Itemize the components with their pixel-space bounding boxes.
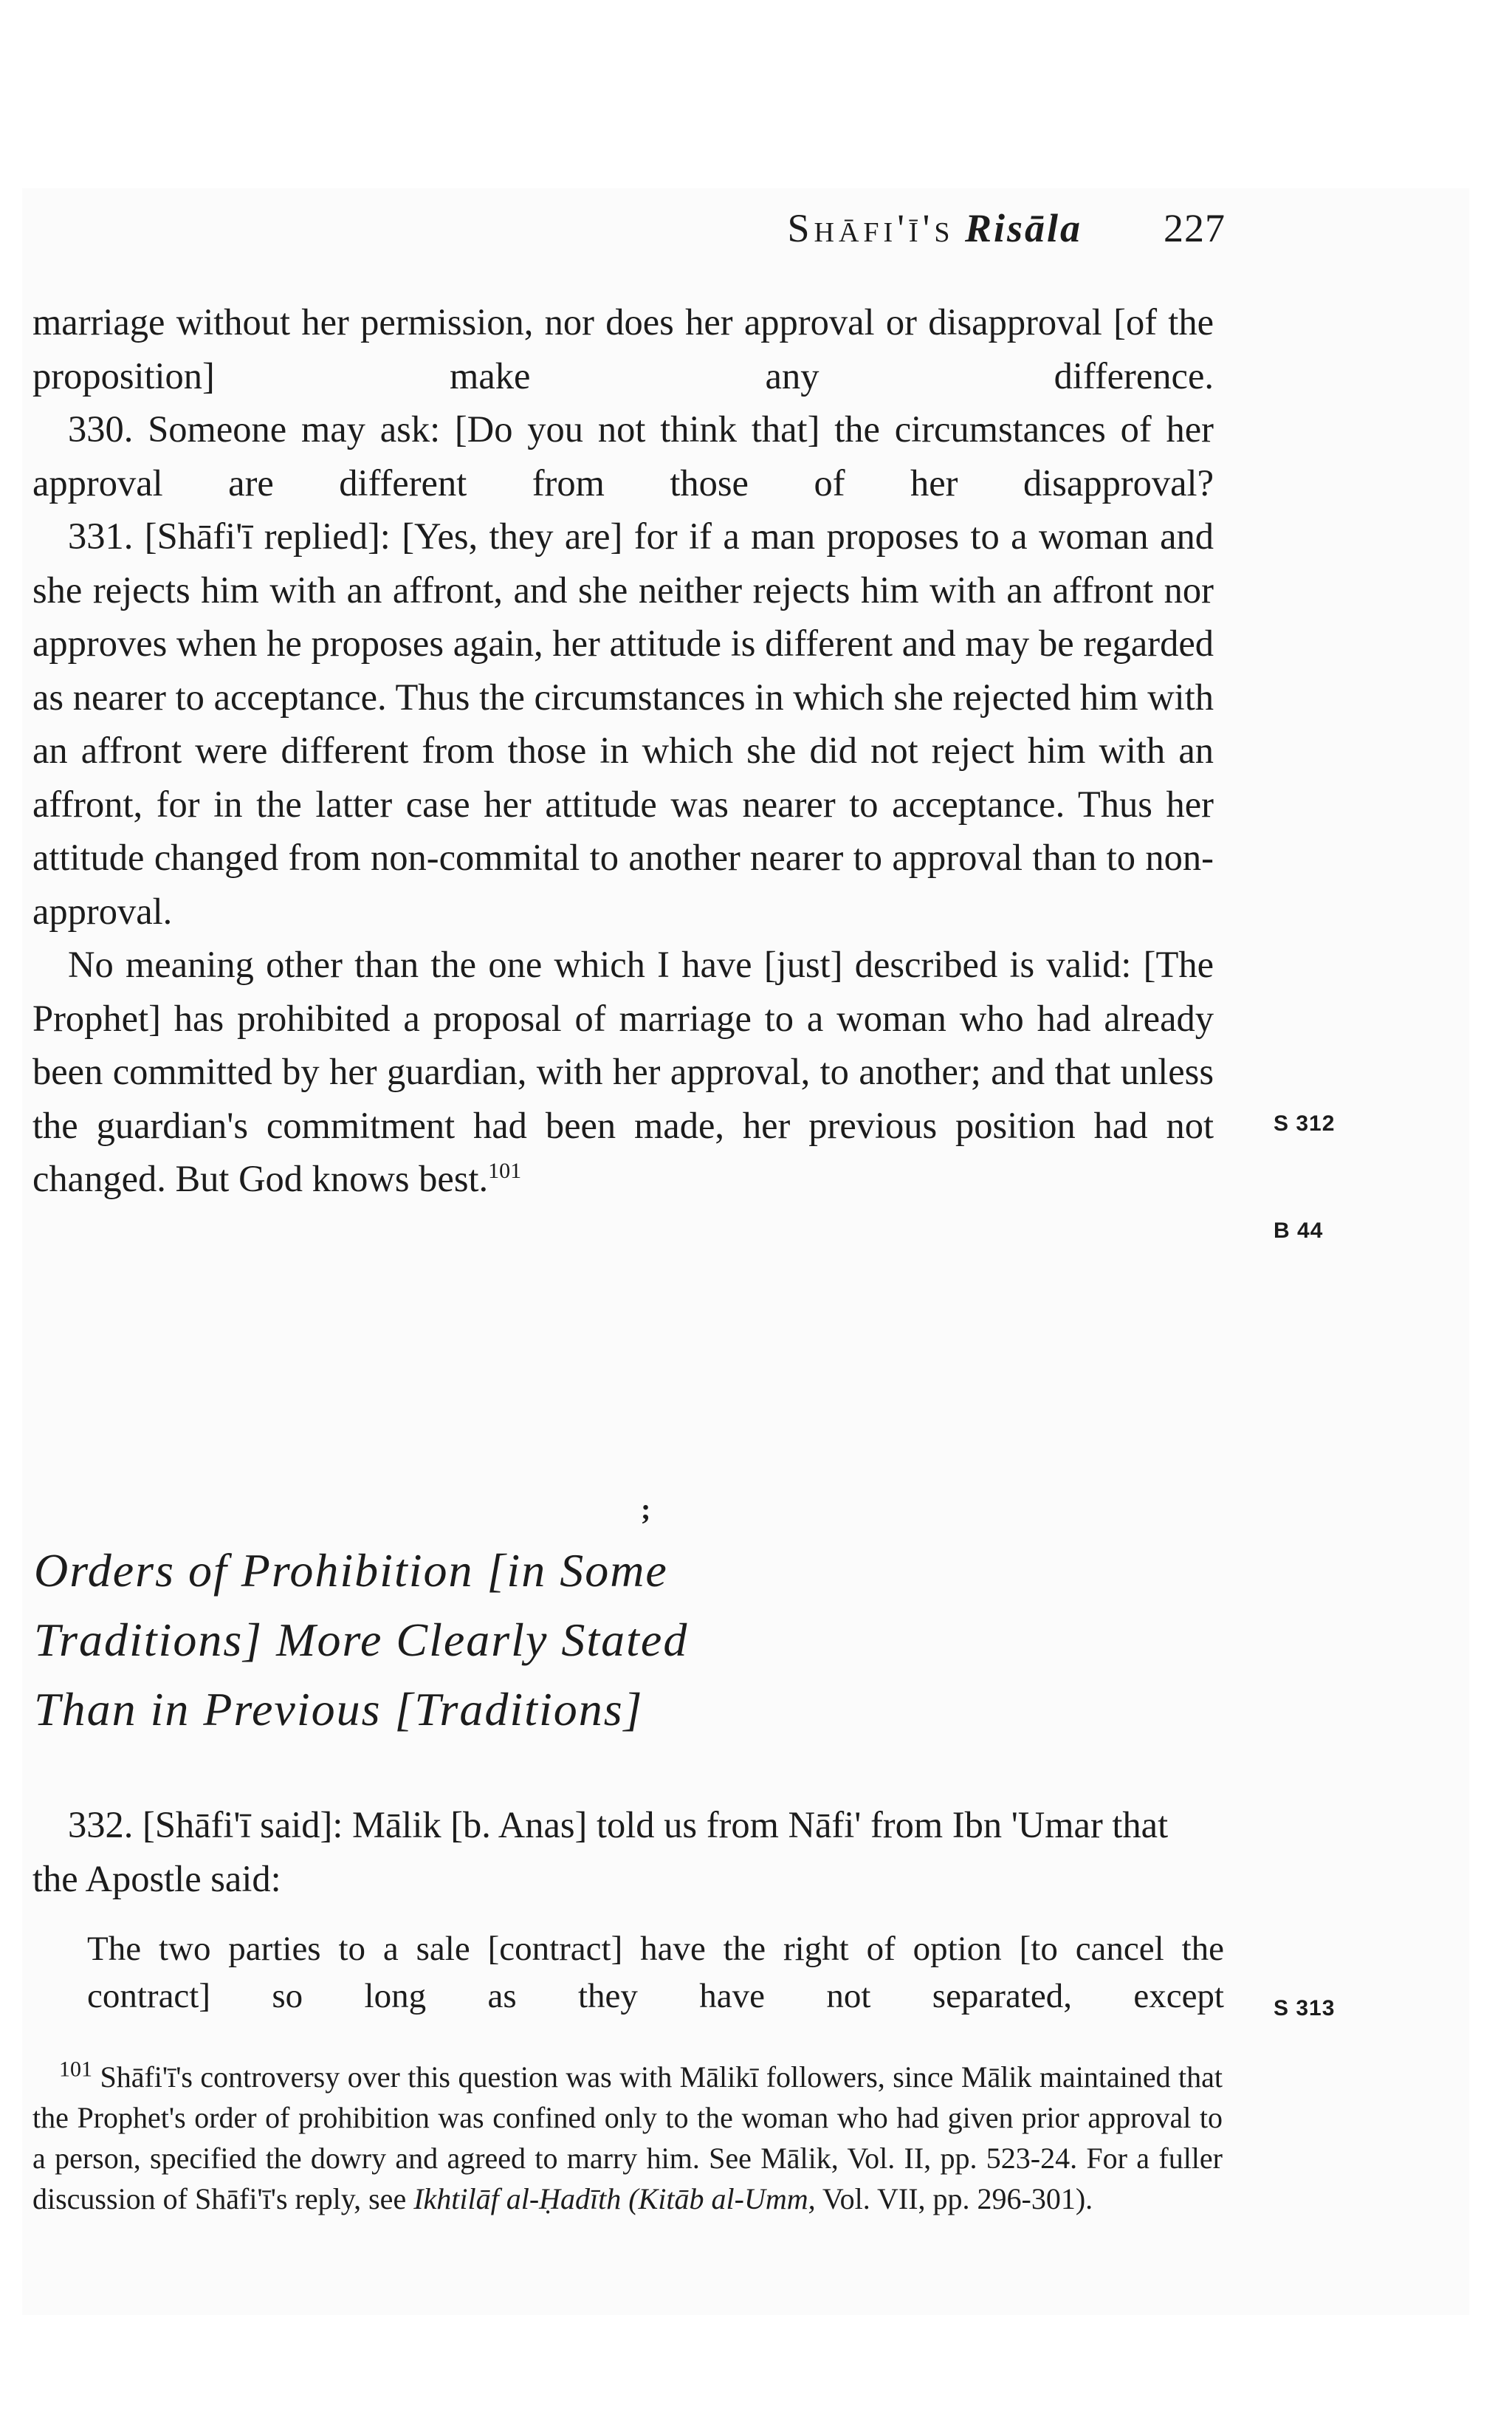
running-title-work: Risāla [964,206,1082,250]
section-mark: ; [641,1492,651,1526]
main-text [32,295,1214,1206]
paragraph-330: 330. Someone may ask: [Do you not think that] the circumstances of her approval are different from those of her disapproval? [32,408,1214,504]
paragraph-332: 332. [Shāfi'ī said]: Mālik [b. Anas] told us from Nāfi' from Ibn 'Umar that the Apostle said: [32,1804,1169,1899]
paragraph-331: 331. [Shāfi'ī replied]: [Yes, they are] for if a man proposes to a woman and she rejects him with an affront, and she neither rejects him with an affront nor approves when he proposes again, her attitude is different and may be regarded as nearer to acceptance. Thus the circumstances in which she rejected him with an affront were different from those in which she did not reject him with an affront, for in the latter case her attitude was nearer to acceptance. Thus her attitude changed from non-commital to another nearer to approval than to non-approval. [32,515,1214,932]
footnote-number: 101 [59,2057,92,2082]
margin-note-b44: B 44 [1274,1218,1324,1243]
paragraph-no-meaning-text: No meaning other than the one which I have [just] described is valid: [The Prophet] has prohibited a proposal of marriage to a woman who had already been committed by her guardian, with her approval, to another; and that unless the guardian's commitment had been made, her previous position had not changed. But God knows best. [32,944,1214,1199]
footnote-text: Shāfi'ī's controversy over this question was with Mālikī followers, since Mālik maintained that the Prophet's order of prohibition was confined only to the woman who had given prior approval to a person, specified the dowry and agreed to marry him. See Mālik, Vol. II, pp. 523-24. For a fuller discussion of Shāfi'ī's reply, see [32,2060,1223,2215]
paragraph-332-block [32,1798,1221,1905]
footnote-ref-title: Ikhtilāf al-Ḥadīth [413,2182,622,2215]
footnote-101 [32,2057,1223,2219]
footnote-ref-end: Vol. VII, pp. 296-301). [822,2182,1093,2215]
footnote [32,2057,1223,2219]
paragraph-continued: marriage without her permission, nor does her approval or disapproval [of the proposition] make any difference. [32,301,1214,397]
margin-note-s313: S 313 [1274,1996,1336,2020]
heading-line-3: Than in Previous [Traditions] [34,1683,644,1735]
footnote-ref-detail: (Kitāb al-Umm, [628,2182,816,2215]
section-heading [34,1536,920,1744]
heading-line-2: Traditions] More Clearly Stated [34,1614,689,1666]
heading-line-1: Orders of Prohibition [in Some [34,1544,668,1597]
page-number: 227 [1164,206,1226,250]
footnote-ref: 101 [488,1159,522,1184]
paragraph-no-meaning [32,938,1214,1206]
running-header [664,205,1226,251]
block-quote: The two parties to a sale [contract] have the right of option [to cancel the contract] so long as they have not separated, except [87,1930,1224,2015]
running-title-author: Shāfi'ī's [787,206,955,250]
running-title [788,205,1083,251]
margin-note-s312: S 312 [1274,1111,1336,1136]
